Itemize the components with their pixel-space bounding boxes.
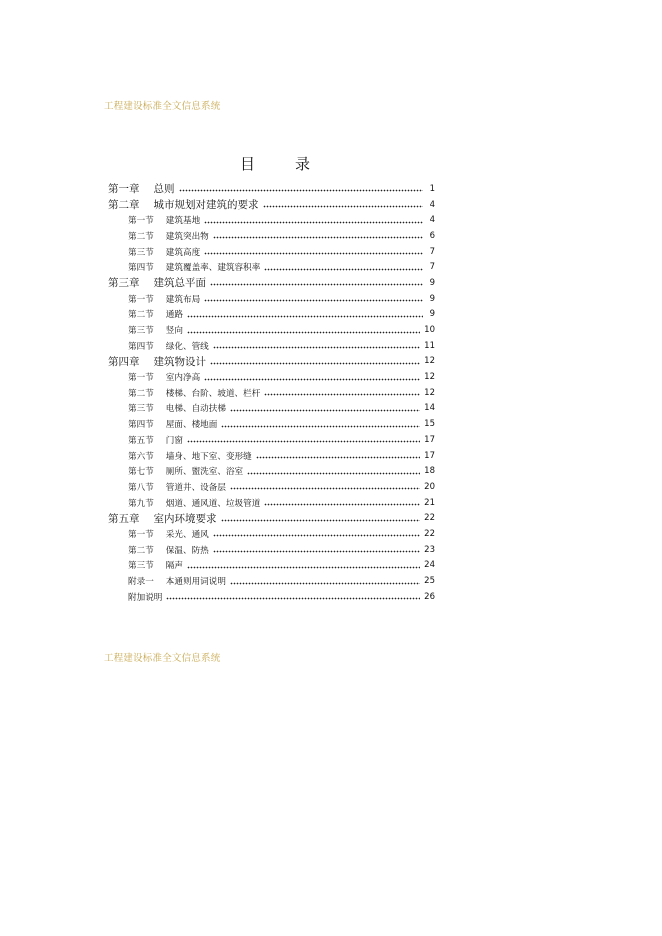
toc-entry[interactable] xyxy=(108,197,435,213)
toc-entry-title: 采光、通风 xyxy=(165,529,209,540)
dot-leader xyxy=(264,268,423,271)
toc-entry[interactable] xyxy=(108,385,435,401)
toc-entry-title: 楼梯、台阶、坡道、栏杆 xyxy=(165,388,261,399)
dot-leader xyxy=(256,456,420,459)
toc-entry-page: 23 xyxy=(424,544,435,555)
toc-entry-number: 第一章 xyxy=(108,183,140,196)
dot-leader xyxy=(204,378,420,381)
toc-entry[interactable] xyxy=(108,322,435,338)
toc-entry-page: 20 xyxy=(424,481,435,492)
toc-entry-page: 12 xyxy=(424,387,435,398)
toc-entry-page: 18 xyxy=(424,466,435,477)
toc-entry-number: 第四节 xyxy=(128,263,154,274)
toc-entry[interactable] xyxy=(108,307,435,323)
toc-entry-title: 竖向 xyxy=(165,326,183,337)
dot-leader xyxy=(204,252,423,255)
toc-entry-number: 第三节 xyxy=(128,247,154,258)
toc-entry-page: 11 xyxy=(424,340,435,351)
toc-entry-title: 建筑物设计 xyxy=(153,355,206,368)
toc-entry[interactable] xyxy=(108,401,435,417)
toc-entry[interactable] xyxy=(108,542,435,558)
toc-entry[interactable] xyxy=(108,589,435,605)
toc-entry[interactable] xyxy=(108,573,435,589)
toc-entry-page: 21 xyxy=(424,497,435,508)
dot-leader xyxy=(187,440,420,443)
toc-entry-page: 15 xyxy=(424,419,435,430)
toc-entry-title: 绿化、管线 xyxy=(165,341,209,352)
toc-entry-title: 电梯、自动扶梯 xyxy=(165,404,226,415)
dot-leader xyxy=(221,425,420,428)
toc-entry[interactable] xyxy=(108,463,435,479)
toc-entry-page: 9 xyxy=(429,293,435,304)
toc-entry[interactable] xyxy=(108,448,435,464)
table-of-contents xyxy=(108,181,435,605)
toc-entry-page: 17 xyxy=(424,434,435,445)
dot-leader xyxy=(230,487,420,490)
dot-leader xyxy=(230,582,420,585)
toc-entry[interactable] xyxy=(108,181,435,197)
toc-entry-title: 厕所、盥洗室、浴室 xyxy=(165,467,244,478)
toc-entry[interactable] xyxy=(108,212,435,228)
toc-entry-number: 附录一 xyxy=(128,577,154,588)
dot-leader xyxy=(210,362,420,365)
toc-entry-title: 室内净高 xyxy=(165,373,201,384)
dot-leader xyxy=(187,331,420,334)
toc-entry-number: 第一节 xyxy=(128,294,154,305)
toc-entry-title: 建筑突出物 xyxy=(165,231,209,242)
dot-leader xyxy=(187,566,420,569)
toc-entry-number: 第八节 xyxy=(128,482,154,493)
dot-leader xyxy=(179,189,424,192)
toc-entry-page: 12 xyxy=(424,356,435,367)
toc-entry-title: 建筑布局 xyxy=(165,294,201,305)
toc-entry-title: 总则 xyxy=(153,183,175,196)
toc-entry-number: 第二节 xyxy=(128,545,154,556)
toc-entry-number: 第三章 xyxy=(108,277,140,290)
toc-entry-page: 10 xyxy=(424,325,435,336)
toc-entry-page: 25 xyxy=(424,576,435,587)
toc-entry-page: 17 xyxy=(424,450,435,461)
toc-entry[interactable] xyxy=(108,416,435,432)
toc-entry-number: 第一节 xyxy=(128,373,154,384)
toc-entry-number: 第三节 xyxy=(128,404,154,415)
toc-entry[interactable] xyxy=(108,291,435,307)
toc-entry[interactable] xyxy=(108,338,435,354)
toc-entry-number: 第九节 xyxy=(128,498,154,509)
dot-leader xyxy=(221,519,421,522)
toc-entry-page: 14 xyxy=(424,403,435,414)
toc-entry-number: 第五章 xyxy=(108,512,140,525)
toc-entry-number: 第三节 xyxy=(128,326,154,337)
toc-entry-page: 9 xyxy=(429,309,435,320)
dot-leader xyxy=(213,550,420,553)
toc-entry[interactable] xyxy=(108,259,435,275)
toc-entry-title: 通路 xyxy=(165,310,183,321)
toc-entry-page: 6 xyxy=(429,230,435,241)
toc-entry-number: 第二节 xyxy=(128,388,154,399)
toc-entry-title: 保温、防热 xyxy=(165,545,209,556)
toc-entry-number: 第五节 xyxy=(128,435,154,446)
toc-entry[interactable] xyxy=(108,479,435,495)
toc-entry-number: 第二节 xyxy=(128,231,154,242)
toc-entry-number: 第三节 xyxy=(128,561,154,572)
toc-entry-title: 墙身、地下室、变形缝 xyxy=(165,451,252,462)
toc-entry[interactable] xyxy=(108,510,435,526)
toc-entry-number: 第一节 xyxy=(128,216,154,227)
dot-leader xyxy=(247,472,420,475)
toc-entry-number: 第二章 xyxy=(108,199,140,212)
toc-entry-page: 1 xyxy=(429,183,435,194)
toc-entry-page: 7 xyxy=(429,246,435,257)
dot-leader xyxy=(264,503,420,506)
toc-entry-title: 建筑基地 xyxy=(165,216,201,227)
toc-entry[interactable] xyxy=(108,495,435,511)
toc-entry-title: 建筑总平面 xyxy=(153,277,206,290)
watermark-bottom: 工程建设标准全文信息系统 xyxy=(104,653,221,664)
toc-entry[interactable] xyxy=(108,228,435,244)
toc-entry-page: 9 xyxy=(429,277,435,288)
dot-leader xyxy=(213,346,420,349)
toc-entry-title: 建筑高度 xyxy=(165,247,201,258)
toc-entry[interactable] xyxy=(108,526,435,542)
toc-entry-title: 管道井、设备层 xyxy=(165,482,226,493)
toc-entry-title: 室内环境要求 xyxy=(153,512,217,525)
toc-entry[interactable] xyxy=(108,558,435,574)
toc-entry[interactable] xyxy=(108,244,435,260)
toc-entry[interactable] xyxy=(108,275,435,291)
toc-entry-title: 门窗 xyxy=(165,435,183,446)
toc-entry-number: 第一节 xyxy=(128,529,154,540)
toc-entry-number: 第四章 xyxy=(108,355,140,368)
toc-entry-page: 7 xyxy=(429,262,435,273)
toc-entry-title: 本通则用词说明 xyxy=(165,577,226,588)
dot-leader xyxy=(264,393,420,396)
toc-entry-number: 第六节 xyxy=(128,451,154,462)
toc-entry-title: 城市规划对建筑的要求 xyxy=(153,199,259,212)
toc-entry-page: 22 xyxy=(424,513,435,524)
dot-leader xyxy=(187,315,423,318)
dot-leader xyxy=(213,534,420,537)
toc-entry-title: 烟道、通风道、垃圾管道 xyxy=(165,498,261,509)
toc-title xyxy=(200,153,350,174)
dot-leader xyxy=(263,205,424,208)
toc-entry-page: 4 xyxy=(429,199,435,210)
toc-entry[interactable] xyxy=(108,369,435,385)
toc-entry-number: 第二节 xyxy=(128,310,154,321)
toc-entry-page: 22 xyxy=(424,528,435,539)
toc-entry-number: 第四节 xyxy=(128,420,154,431)
toc-entry-page: 12 xyxy=(424,372,435,383)
dot-leader xyxy=(204,299,423,302)
toc-entry-number: 第七节 xyxy=(128,467,154,478)
toc-entry-title: 屋面、楼地面 xyxy=(165,420,218,431)
toc-entry-number: 第四节 xyxy=(128,341,154,352)
dot-leader xyxy=(166,597,420,600)
dot-leader xyxy=(204,221,423,224)
toc-title-left: 目 xyxy=(240,155,256,173)
toc-title-right: 录 xyxy=(294,155,310,173)
toc-entry-title: 附加说明 xyxy=(128,592,163,603)
toc-entry-title: 隔声 xyxy=(165,561,183,572)
toc-entry[interactable] xyxy=(108,354,435,370)
toc-entry-page: 26 xyxy=(424,591,435,602)
toc-entry[interactable] xyxy=(108,432,435,448)
toc-entry-title: 建筑覆盖率、建筑容积率 xyxy=(165,263,261,274)
dot-leader xyxy=(210,283,423,286)
toc-entry-page: 4 xyxy=(429,215,435,226)
watermark-top: 工程建设标准全文信息系统 xyxy=(104,101,221,112)
dot-leader xyxy=(230,409,420,412)
dot-leader xyxy=(213,236,423,239)
toc-entry-page: 24 xyxy=(424,560,435,571)
